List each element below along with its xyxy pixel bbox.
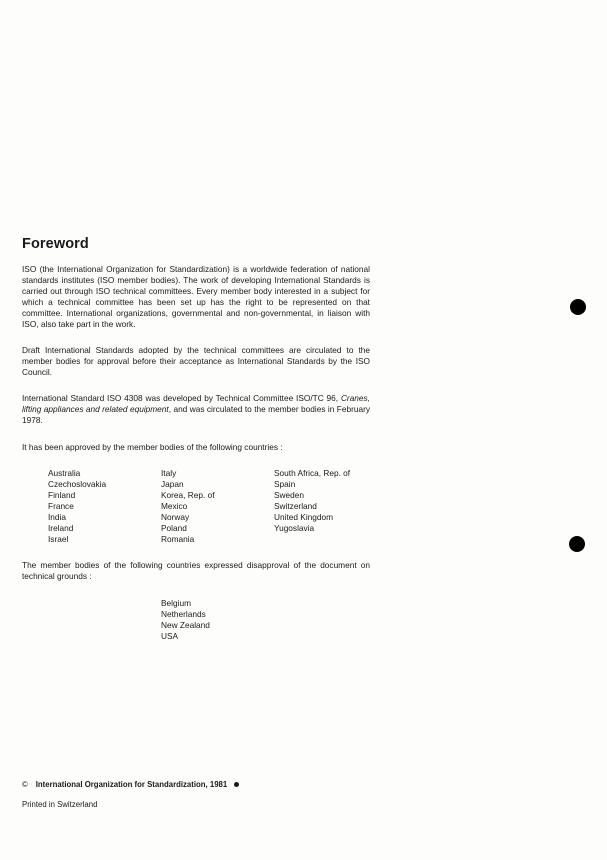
country-item: Italy [161,468,177,478]
country-item: Mexico [161,501,188,511]
bullet-dot-icon [234,782,239,787]
country-item: USA [161,631,179,641]
country-item: Spain [274,479,296,489]
country-item: Sweden [274,490,304,500]
country-item: Romania [161,534,195,544]
copyright-line [22,780,239,789]
approval-paragraph: It has been approved by the member bodies of the following countries : [22,442,283,452]
punch-hole-icon [569,536,585,552]
draft-standards-paragraph: Draft International Standards adopted by the technical committees are circulated to the member bodies for approval before their acceptance as International Standards by the ISO Council. [22,345,370,377]
country-item: Ireland [48,523,74,533]
country-item: Poland [161,523,187,533]
country-item: Belgium [161,598,191,608]
punch-hole-icon [570,299,586,315]
country-item: France [48,501,74,511]
development-paragraph [22,393,370,426]
country-item: India [48,512,66,522]
country-item: Yugoslavia [274,523,315,533]
copyright-text: International Organization for Standardization, 1981 [35,780,228,789]
development-text-start: International Standard ISO 4308 was developed by Technical Committee ISO/TC 96, [22,393,341,403]
approved-countries-column-2 [161,468,215,545]
country-item: Switzerland [274,501,317,511]
country-item: Korea, Rep. of [161,490,215,500]
country-item: Finland [48,490,76,500]
development-text-end: , and was circulated to the member bodies in February 1978. [22,404,370,425]
country-item: New Zealand [161,620,210,630]
country-item: Australia [48,468,81,478]
committee-title: Cranes, lifting appliances and related equipment [22,393,370,414]
country-item: Norway [161,512,190,522]
foreword-heading: Foreword [22,236,89,252]
country-item: United Kingdom [274,512,334,522]
disapproved-countries-list [161,598,210,642]
country-item: South Africa, Rep. of [274,468,351,478]
disapproval-paragraph: The member bodies of the following countries expressed disapproval of the document on technical grounds : [22,560,370,581]
approved-countries-column-3 [274,468,350,534]
country-item: Netherlands [161,609,206,619]
copyright-icon: © [22,780,28,789]
country-item: Israel [48,534,69,544]
iso-intro-paragraph: ISO (the International Organization for Standardization) is a worldwide federation of national standards institutes (ISO member bodies). The work of developing International Standards is carried out through ISO technical committees. Every member body interested in a subject for which a technical committee has been set up has the right to be represented on that committee. International organizations, governmental and non-governmental, in liaison with ISO, also take part in the work. [22,264,370,329]
country-item: Czechoslovakia [48,479,107,489]
printed-location: Printed in Switzerland [22,800,98,809]
country-item: Japan [161,479,184,489]
approved-countries-column-1 [48,468,106,545]
